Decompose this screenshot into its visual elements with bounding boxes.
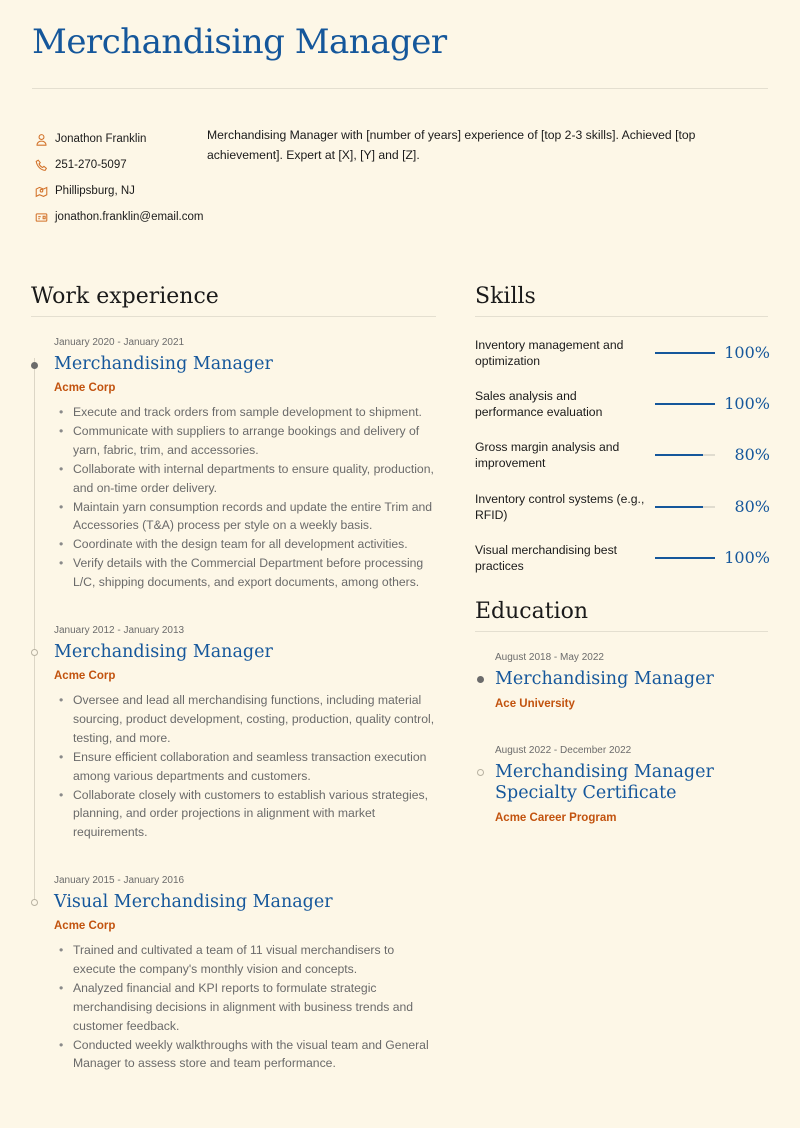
job-bullet: • Verify details with the Commercial Department before processing L/C, shipping documents, and export documents, among others. [54,554,439,592]
skill-percent: 100% [724,394,770,413]
map-icon [34,184,48,198]
job-company: Acme Corp [54,382,116,394]
work-experience-heading: Work experience [31,284,219,309]
education-heading: Education [475,599,589,624]
education-date: August 2018 - May 2022 [495,652,604,663]
job-title: Merchandising Manager [54,354,273,374]
skill-name: Sales analysis and performance evaluation [475,389,603,419]
skill-bar-fill [655,506,703,508]
education-school: Acme Career Program [495,812,617,824]
timeline-dot [477,676,484,683]
job-bullet: • Oversee and lead all merchandising functions, including material sourcing, product development, costing, production, quality control, testing, and more. [54,691,439,748]
skill-bar [655,403,715,405]
contact-location [34,178,209,204]
contact-name [34,126,209,152]
job-company: Acme Corp [54,920,116,932]
education-entry [495,652,775,710]
contact-list [34,126,209,230]
education-degree: Merchandising Manager Specialty Certificate [495,762,714,803]
job-date: January 2020 - January 2021 [54,337,185,348]
skill-name: Visual merchandising best practices [475,543,618,573]
skill-item [475,435,770,475]
phone-icon [34,158,48,172]
job-date: January 2015 - January 2016 [54,875,185,886]
education-date: August 2022 - December 2022 [495,745,632,756]
job-bullet: • Coordinate with the design team for all development activities. [54,535,439,554]
skill-bar-fill [655,403,715,405]
work-timeline [34,358,35,906]
job-entry [54,337,439,592]
skill-bar-fill [655,454,703,456]
contact-email-text: jonathon.franklin@email.com [55,211,204,223]
header-divider [32,88,768,89]
contact-location-text: Phillipsburg, NJ [55,185,135,197]
timeline-dot [31,899,38,906]
job-bullets [54,691,439,842]
timeline-dot [31,362,38,369]
job-bullet: • Collaborate closely with customers to establish various strategies, planning, and order projections in alignment with market requirements. [54,786,439,843]
skill-percent: 100% [724,548,770,567]
job-company: Acme Corp [54,670,116,682]
education-divider [475,631,768,632]
job-bullet: • Maintain yarn consumption records and update the entire Trim and Accessories (T&A) process per style on a weekly basis. [54,498,439,536]
skill-name: Inventory control systems (e.g., RFID) [475,492,645,522]
job-bullet: • Collaborate with internal departments to ensure quality, production, and on-time order delivery. [54,460,439,498]
skill-item [475,333,770,373]
skill-name: Inventory management and optimization [475,338,624,368]
job-bullet: • Conducted weekly walkthroughs with the visual team and General Manager to assess store and team performance. [54,1036,439,1074]
job-bullets [54,941,439,1073]
skill-bar-fill [655,352,715,354]
timeline-dot [477,769,484,776]
skill-percent: 80% [734,497,770,516]
skill-percent: 80% [734,445,770,464]
page-title: Merchandising Manager [32,22,447,62]
job-bullet: • Analyzed financial and KPI reports to formulate strategic merchandising decisions in alignment with business trends and customer feedback. [54,979,439,1036]
job-bullet: • Communicate with suppliers to arrange bookings and delivery of yarn, fabric, trim, and accessories. [54,422,439,460]
education-degree: Merchandising Manager [495,669,714,689]
profile-summary: Merchandising Manager with [number of years] experience of [top 2-3 skills]. Achieved [top achievement]. Expert at [X], [Y] and [Z]. [207,128,696,162]
skill-percent: 100% [724,343,770,362]
skill-bar-fill [655,557,715,559]
job-entry [54,625,439,842]
education-entry [495,745,775,824]
job-bullet: • Trained and cultivated a team of 11 visual merchandisers to execute the company's monthly vision and concepts. [54,941,439,979]
skill-item [475,487,770,527]
job-title: Visual Merchandising Manager [54,892,333,912]
job-bullet: • Ensure efficient collaboration and seamless transaction execution among various departments and customers. [54,748,439,786]
work-experience-divider [31,316,436,317]
skill-item [475,538,770,578]
person-icon [34,132,48,146]
skill-bar [655,557,715,559]
skill-bar [655,352,715,354]
skills-heading: Skills [475,284,536,309]
contact-phone [34,152,209,178]
contact-name-text: Jonathon Franklin [55,133,147,145]
skill-name: Gross margin analysis and improvement [475,440,620,470]
education-school: Ace University [495,698,575,710]
job-title: Merchandising Manager [54,642,273,662]
job-bullet: • Execute and track orders from sample development to shipment. [54,403,439,422]
job-bullets [54,403,439,592]
skill-bar [655,454,715,456]
email-icon [34,210,48,224]
contact-email [34,204,209,230]
job-entry [54,875,439,1073]
contact-phone-text: 251-270-5097 [55,159,127,171]
skill-bar [655,506,715,508]
job-date: January 2012 - January 2013 [54,625,185,636]
skill-item [475,384,770,424]
timeline-dot [31,649,38,656]
skills-divider [475,316,768,317]
